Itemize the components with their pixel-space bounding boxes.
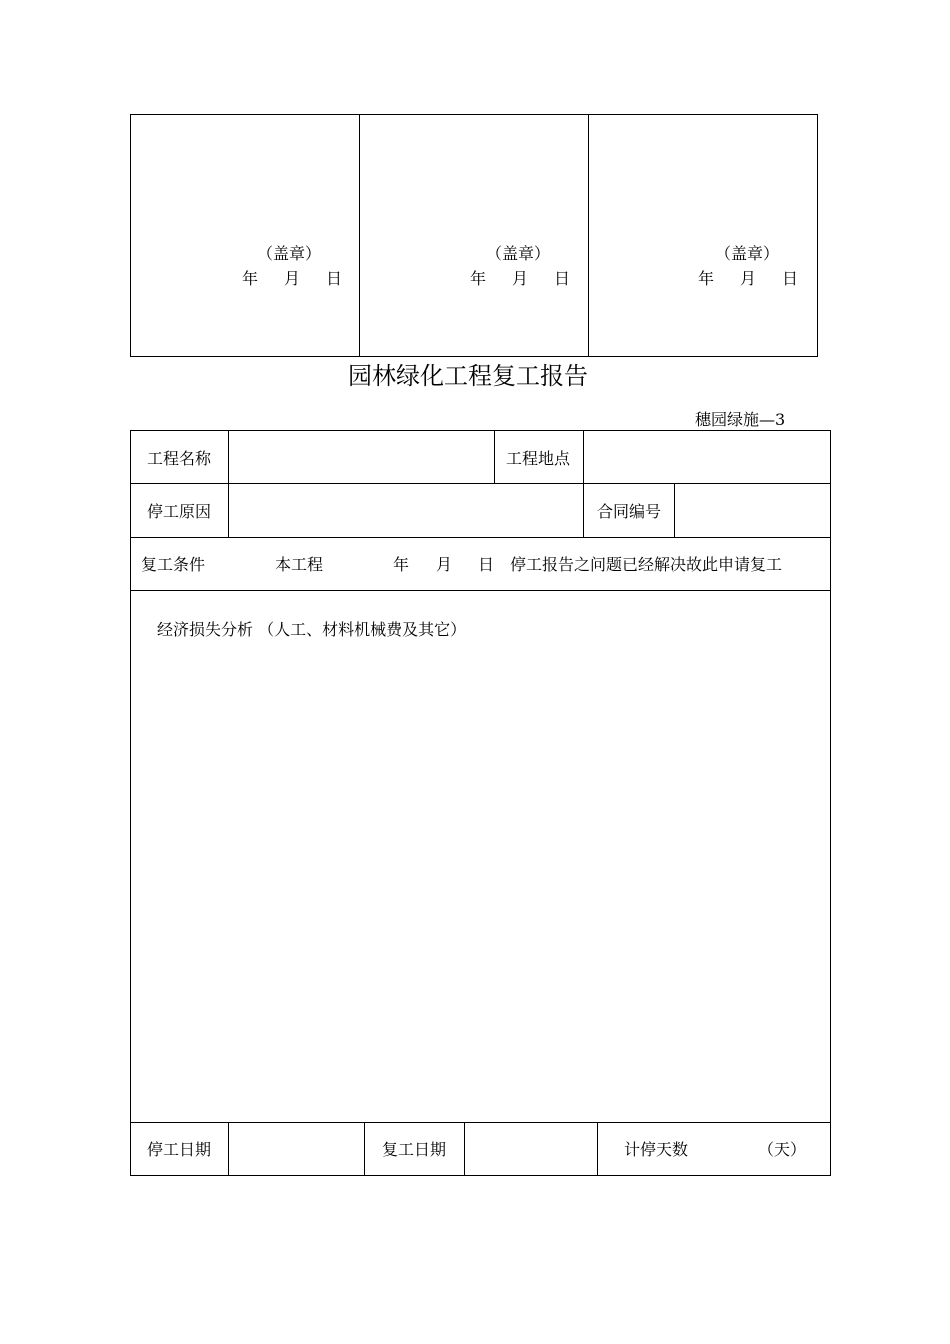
economic-loss-label: 经济损失分析 （人工、材料机械费及其它） [157, 620, 467, 639]
date-day-label: 日 [554, 269, 571, 288]
project-name-label: 工程名称 [147, 449, 212, 468]
date-month-label: 月 [284, 269, 301, 288]
date-day-label: 日 [326, 269, 343, 288]
date-year-label: 年 [242, 269, 259, 288]
stop-reason-field[interactable] [229, 484, 583, 537]
form-code: 穗园绿施—3 [695, 410, 786, 429]
seal-label: （盖章） [715, 244, 780, 263]
condition-day-label: 日 [478, 555, 495, 574]
date-day-label: 日 [782, 269, 799, 288]
condition-statement: 停工报告之问题已经解决故此申请复工 [510, 555, 783, 574]
this-project-text: 本工程 [275, 555, 324, 574]
resume-condition-label: 复工条件 [141, 555, 206, 574]
contract-number-field[interactable] [675, 484, 830, 537]
project-location-field[interactable] [584, 431, 830, 483]
resume-date-label: 复工日期 [382, 1140, 447, 1159]
stop-date-field[interactable] [229, 1123, 364, 1175]
days-unit-label: （天） [758, 1140, 807, 1159]
page-title: 园林绿化工程复工报告 [348, 362, 588, 390]
condition-year-label: 年 [393, 555, 410, 574]
project-location-label: 工程地点 [506, 449, 571, 468]
stop-reason-label: 停工原因 [147, 502, 212, 521]
seal-label: （盖章） [257, 244, 322, 263]
date-month-label: 月 [740, 269, 757, 288]
stop-date-label: 停工日期 [147, 1140, 212, 1159]
seal-label: （盖章） [486, 244, 551, 263]
date-year-label: 年 [698, 269, 715, 288]
date-month-label: 月 [512, 269, 529, 288]
date-year-label: 年 [470, 269, 487, 288]
contract-number-label: 合同编号 [597, 502, 662, 521]
economic-loss-field[interactable] [131, 645, 830, 1121]
project-name-field[interactable] [229, 431, 494, 483]
stopped-days-label: 计停天数 [624, 1140, 689, 1159]
condition-month-label: 月 [436, 555, 453, 574]
resume-date-field[interactable] [465, 1123, 597, 1175]
